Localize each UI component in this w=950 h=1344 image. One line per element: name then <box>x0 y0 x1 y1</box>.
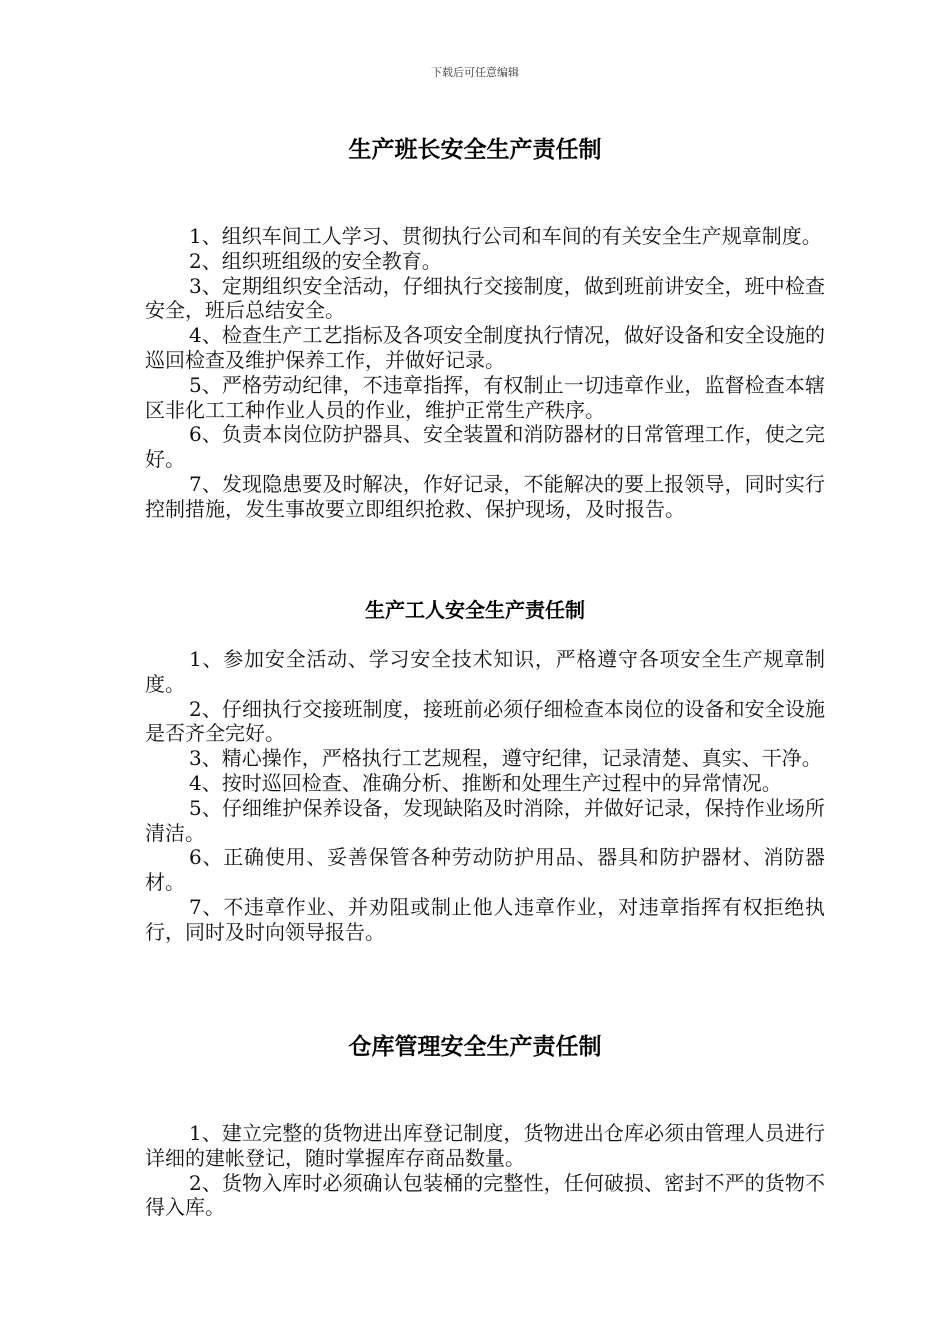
list-item: 1、参加安全活动、学习安全技术知识，严格遵守各项安全生产规章制度。 <box>145 647 825 696</box>
section-title-warehouse: 仓库管理安全生产责任制 <box>348 1033 602 1060</box>
list-item: 3、精心操作，严格执行工艺规程，遵守纪律，记录清楚、真实、干净。 <box>189 746 822 771</box>
list-item: 7、发现隐患要及时解决，作好记录，不能解决的要上报领导，同时实行控制措施，发生事故要立即组织抢救、保护现场，及时报告。 <box>145 471 825 521</box>
list-item: 1、建立完整的货物进出库登记制度，货物进出仓库必须由管理人员进行详细的建帐登记，随时掌握库存商品数量。 <box>145 1121 825 1170</box>
list-item: 3、定期组织安全活动，仔细执行交接制度，做到班前讲安全，班中检查安全，班后总结安全。 <box>145 273 825 323</box>
section-body-foreman <box>145 224 825 522</box>
section-body-worker <box>145 647 825 945</box>
list-item: 6、负责本岗位防护器具、安全装置和消防器材的日常管理工作，使之完好。 <box>145 422 825 472</box>
list-item: 7、不违章作业、并劝阻或制止他人违章作业，对违章指挥有权拒绝执行，同时及时向领导报告。 <box>145 894 825 944</box>
section-body-warehouse <box>145 1121 825 1220</box>
section-title-worker: 生产工人安全生产责任制 <box>365 598 585 622</box>
list-item: 5、严格劳动纪律，不违章指挥，有权制止一切违章作业，监督检查本辖区非化工工种作业人员的作业，维护正常生产秩序。 <box>145 372 825 422</box>
list-item: 2、组织班组级的安全教育。 <box>189 248 442 273</box>
list-item: 1、组织车间工人学习、贯彻执行公司和车间的有关安全生产规章制度。 <box>189 224 822 248</box>
list-item: 2、货物入库时必须确认包装桶的完整性，任何破损、密封不严的货物不得入库。 <box>145 1170 825 1220</box>
list-item: 4、检查生产工艺指标及各项安全制度执行情况，做好设备和安全设施的巡回检查及维护保养工作，并做好记录。 <box>145 323 825 372</box>
list-item: 4、按时巡回检查、准确分析、推断和处理生产过程中的异常情况。 <box>189 770 782 795</box>
section-title-foreman: 生产班长安全生产责任制 <box>348 136 602 163</box>
header-note: 下载后可任意编辑 <box>431 66 519 79</box>
list-item: 6、正确使用、妥善保管各种劳动防护用品、器具和防护器材、消防器材。 <box>145 845 825 895</box>
list-item: 2、仔细执行交接班制度，接班前必须仔细检查本岗位的设备和安全设施是否齐全完好。 <box>145 696 825 746</box>
list-item: 5、仔细维护保养设备，发现缺陷及时消除，并做好记录，保持作业场所清洁。 <box>145 795 825 845</box>
